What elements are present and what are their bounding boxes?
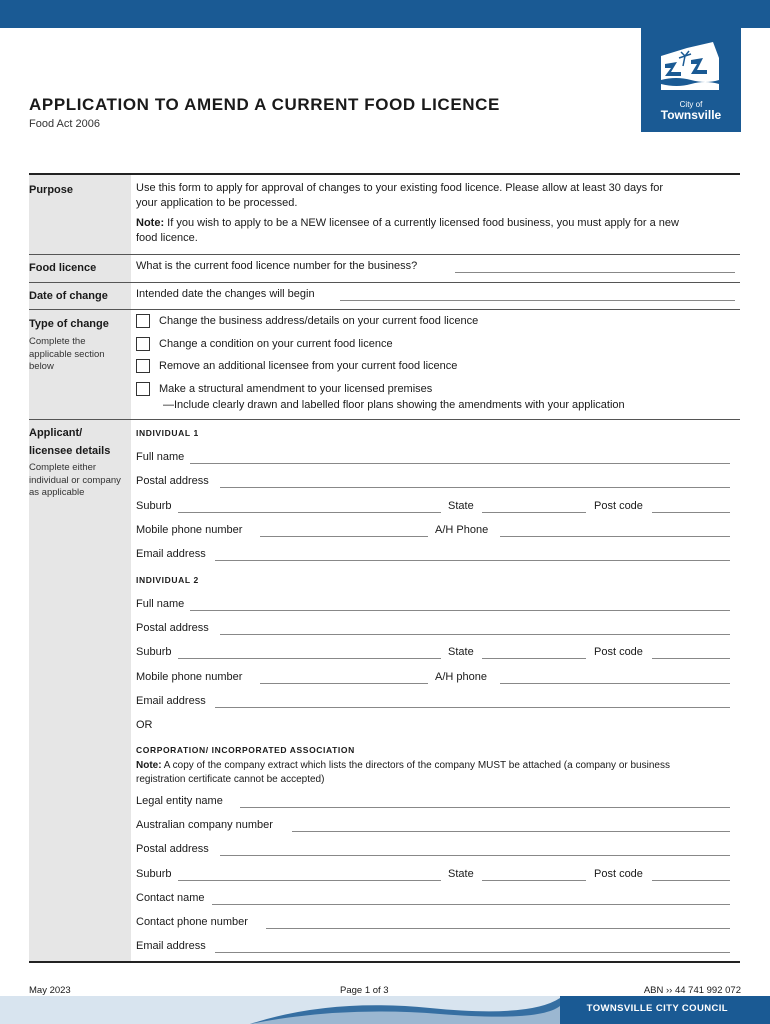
applicant-label-2: licensee details — [29, 445, 111, 457]
divider — [29, 282, 740, 283]
ind1-full-name-label: Full name — [136, 451, 185, 463]
page-subtitle: Food Act 2006 — [29, 118, 100, 130]
checkbox-remove-licensee[interactable] — [136, 359, 150, 373]
date-of-change-field[interactable] — [340, 300, 735, 301]
acn-label: Australian company number — [136, 819, 273, 831]
individual-2-header: INDIVIDUAL 2 — [136, 575, 199, 585]
corp-suburb-label: Suburb — [136, 868, 172, 880]
divider — [29, 419, 740, 420]
ind1-state-field[interactable] — [482, 512, 586, 513]
divider — [29, 254, 740, 255]
top-brand-bar — [0, 0, 770, 28]
purpose-note-line2: food licence. — [136, 232, 198, 244]
logo-name-text: Townsville — [660, 108, 722, 122]
purpose-label: Purpose — [29, 184, 74, 196]
ind1-mobile-field[interactable] — [260, 536, 428, 537]
ind2-full-name-label: Full name — [136, 598, 185, 610]
corp-note-text: A copy of the company extract which lists the directors of the company MUST be attached (a company or business — [161, 760, 670, 771]
food-licence-label: Food licence — [29, 262, 97, 274]
date-of-change-label: Date of change — [29, 290, 108, 302]
ind2-postcode-label: Post code — [594, 646, 643, 658]
page-title: APPLICATION TO AMEND A CURRENT FOOD LICENCE — [29, 95, 500, 114]
corp-postcode-field[interactable] — [652, 880, 730, 881]
checkbox-change-address[interactable] — [136, 314, 150, 328]
ind1-postal-field[interactable] — [220, 487, 730, 488]
corp-note-bold: Note: — [136, 760, 162, 771]
ind1-mobile-label: Mobile phone number — [136, 524, 243, 536]
ind1-ah-field[interactable] — [500, 536, 730, 537]
ind2-state-label: State — [448, 646, 474, 658]
contact-name-label: Contact name — [136, 892, 205, 904]
ind2-ah-label: A/H phone — [435, 671, 487, 683]
ind2-postal-field[interactable] — [220, 634, 730, 635]
corp-state-field[interactable] — [482, 880, 586, 881]
ind1-email-label: Email address — [136, 548, 206, 560]
legal-entity-label: Legal entity name — [136, 795, 223, 807]
ind2-suburb-label: Suburb — [136, 646, 172, 658]
option-remove-licensee: Remove an additional licensee from your current food licence — [159, 360, 458, 372]
ind2-full-name-field[interactable] — [190, 610, 730, 611]
corp-state-label: State — [448, 868, 474, 880]
logo-emblem-icon — [641, 28, 741, 100]
footer-date: May 2023 — [29, 985, 71, 996]
checkbox-change-condition[interactable] — [136, 337, 150, 351]
ind2-mobile-label: Mobile phone number — [136, 671, 243, 683]
individual-1-header: INDIVIDUAL 1 — [136, 428, 199, 438]
footer-abn: ABN ›› 44 741 992 072 — [643, 985, 741, 996]
ind1-postal-label: Postal address — [136, 475, 209, 487]
ind1-postcode-label: Post code — [594, 500, 643, 512]
divider — [29, 309, 740, 310]
type-of-change-label: Type of change — [29, 318, 109, 330]
ind1-email-field[interactable] — [215, 560, 730, 561]
note-text: If you wish to apply to be a NEW licensee of a currently licensed food business, you must apply for a new — [164, 217, 679, 229]
contact-name-field[interactable] — [212, 904, 730, 905]
corp-note-line1 — [136, 758, 670, 773]
purpose-text-line2: your application to be processed. — [136, 197, 298, 209]
corporation-header: CORPORATION/ INCORPORATED ASSOCIATION — [136, 745, 355, 755]
contact-phone-label: Contact phone number — [136, 916, 248, 928]
corp-email-label: Email address — [136, 940, 206, 952]
corp-email-field[interactable] — [215, 952, 730, 953]
checkbox-structural-amendment[interactable] — [136, 382, 150, 396]
food-licence-number-field[interactable] — [455, 272, 735, 273]
townsville-logo — [641, 28, 741, 132]
ind2-email-label: Email address — [136, 695, 206, 707]
or-text: OR — [136, 719, 153, 731]
footer-council-name: TOWNSVILLE CITY COUNCIL — [586, 1003, 728, 1014]
type-of-change-note: Complete the applicable section below — [29, 336, 105, 372]
purpose-text-line1: Use this form to apply for approval of changes to your existing food licence. Please allow at least 30 days for — [136, 182, 664, 194]
applicant-note: Complete either individual or company as applicable — [29, 462, 121, 498]
corp-note-line2: registration certificate cannot be accepted) — [136, 774, 325, 785]
divider — [29, 173, 740, 175]
applicant-label-1: Applicant/ — [29, 427, 83, 439]
option-structural-amendment: Make a structural amendment to your licensed premises — [159, 383, 433, 395]
option-change-condition: Change a condition on your current food licence — [159, 338, 393, 350]
purpose-note-line1 — [136, 216, 679, 231]
ind2-state-field[interactable] — [482, 658, 586, 659]
footer-wave-graphic-icon — [250, 994, 560, 1024]
corp-postal-field[interactable] — [220, 855, 730, 856]
ind2-mobile-field[interactable] — [260, 683, 428, 684]
ind1-state-label: State — [448, 500, 474, 512]
ind1-ah-label: A/H Phone — [435, 524, 489, 536]
legal-entity-field[interactable] — [240, 807, 730, 808]
logo-city-text: City of — [679, 100, 703, 109]
ind2-email-field[interactable] — [215, 707, 730, 708]
ind1-full-name-field[interactable] — [190, 463, 730, 464]
divider — [29, 961, 740, 963]
option-change-address: Change the business address/details on your current food licence — [159, 315, 479, 327]
option-structural-sub: —Include clearly drawn and labelled floor plans showing the amendments with your application — [163, 399, 625, 411]
food-licence-question: What is the current food licence number for the business? — [136, 260, 418, 272]
footer-page-number: Page 1 of 3 — [340, 985, 389, 996]
ind1-suburb-field[interactable] — [178, 512, 441, 513]
date-of-change-question: Intended date the changes will begin — [136, 288, 315, 300]
ind2-postal-label: Postal address — [136, 622, 209, 634]
contact-phone-field[interactable] — [266, 928, 730, 929]
corp-suburb-field[interactable] — [178, 880, 441, 881]
ind2-suburb-field[interactable] — [178, 658, 441, 659]
acn-field[interactable] — [292, 831, 730, 832]
ind2-postcode-field[interactable] — [652, 658, 730, 659]
ind2-ah-field[interactable] — [500, 683, 730, 684]
ind1-suburb-label: Suburb — [136, 500, 172, 512]
corp-postcode-label: Post code — [594, 868, 643, 880]
corp-postal-label: Postal address — [136, 843, 209, 855]
note-bold: Note: — [136, 217, 165, 229]
ind1-postcode-field[interactable] — [652, 512, 730, 513]
